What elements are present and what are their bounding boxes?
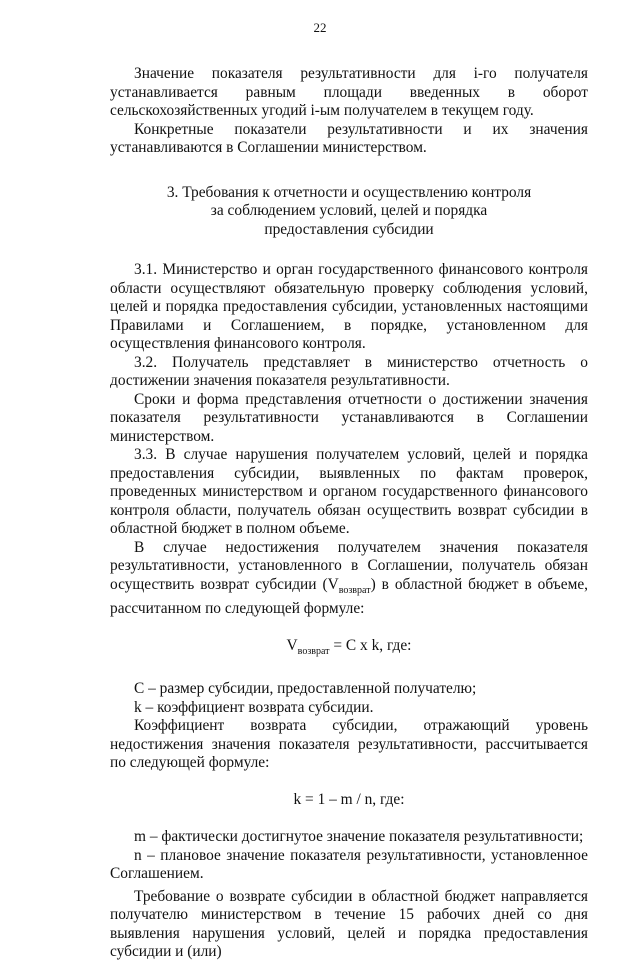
definition-m: m – фактически достигнутое значение показателя результативности; <box>134 828 584 846</box>
clause-3-2: 3.2. Получатель представляет в министерство отчетность о достижении значения показателя результативности. <box>110 353 588 389</box>
definition-c: C – размер субсидии, предоставленной получателю; <box>134 680 477 698</box>
definition-k: k – коэффициент возврата субсидии. <box>134 698 374 716</box>
formula-refund <box>110 637 588 662</box>
paragraph-coefficient: Коэффициент возврата субсидии, отражающий уровень недостижения значения показателя результативности, рассчитывается по следующей формуле: <box>110 717 588 772</box>
text-fragment: ) в областной бюджет в объеме, рассчитанном по следующей формуле: <box>110 575 588 618</box>
formula-rest: = C x k, где: <box>329 636 412 654</box>
subscript: возврат <box>338 584 371 596</box>
section-heading-line: за соблюдением условий, целей и порядка <box>210 202 488 219</box>
section-heading-line: 3. Требования к отчетности и осуществлению контроля <box>166 183 532 201</box>
section-heading-line: предоставления субсидии <box>264 220 434 238</box>
section-heading <box>110 184 588 240</box>
paragraph-refund-request: Требование о возврате субсидии в областной бюджет направляется получателю министерством в течение 15 рабочих дней со дня выявления нарушения условий, целей и порядка предоставления субсидии и (или) <box>110 887 588 961</box>
formula-coefficient: k = 1 – m / n, где: <box>293 790 405 808</box>
formula-variable: V <box>286 636 298 654</box>
page-number: 22 <box>313 20 327 35</box>
document-body <box>110 65 588 962</box>
formula-subscript: возврат <box>297 645 330 657</box>
definition-n: n – плановое значение показателя результативности, установленное Соглашением. <box>110 846 588 883</box>
clause-3-3: 3.3. В случае нарушения получателем условий, целей и порядка предоставления субсидии, выявленных по фактам проверок, проведенных министерством и органом государственного финансового контроля области, получатель обязан осуществить возврат субсидии в областной бюджет в полном объеме. <box>110 446 588 537</box>
paragraph-indicator-value: Значение показателя результативности для i-го получателя устанавливается равным площади введенных в оборот сельскохозяйственных угодий i-ым получателем в текущем году. <box>110 65 588 119</box>
paragraph-indicators-agreement: Конкретные показатели результативности и их значения устанавливаются в Соглашении министерством. <box>110 120 588 156</box>
paragraph-non-achievement <box>110 539 588 619</box>
clause-3-1: 3.1. Министерство и орган государственного финансового контроля области осуществляют обязательную проверку соблюдения условий, целей и порядка предоставления субсидии, установленных настоящими Правилами и Соглашением, в порядке, установленном для осуществления финансового контроля. <box>110 261 588 352</box>
text-fragment: В случае недостижения получателем значения показателя результативности, установленного в Соглашении, получатель обязан осуществить возврат субсидии (V <box>110 538 588 593</box>
paragraph-reporting-terms: Сроки и форма представления отчетности о достижении значения показателя результативности устанавливаются в Соглашении министерством. <box>110 390 588 445</box>
